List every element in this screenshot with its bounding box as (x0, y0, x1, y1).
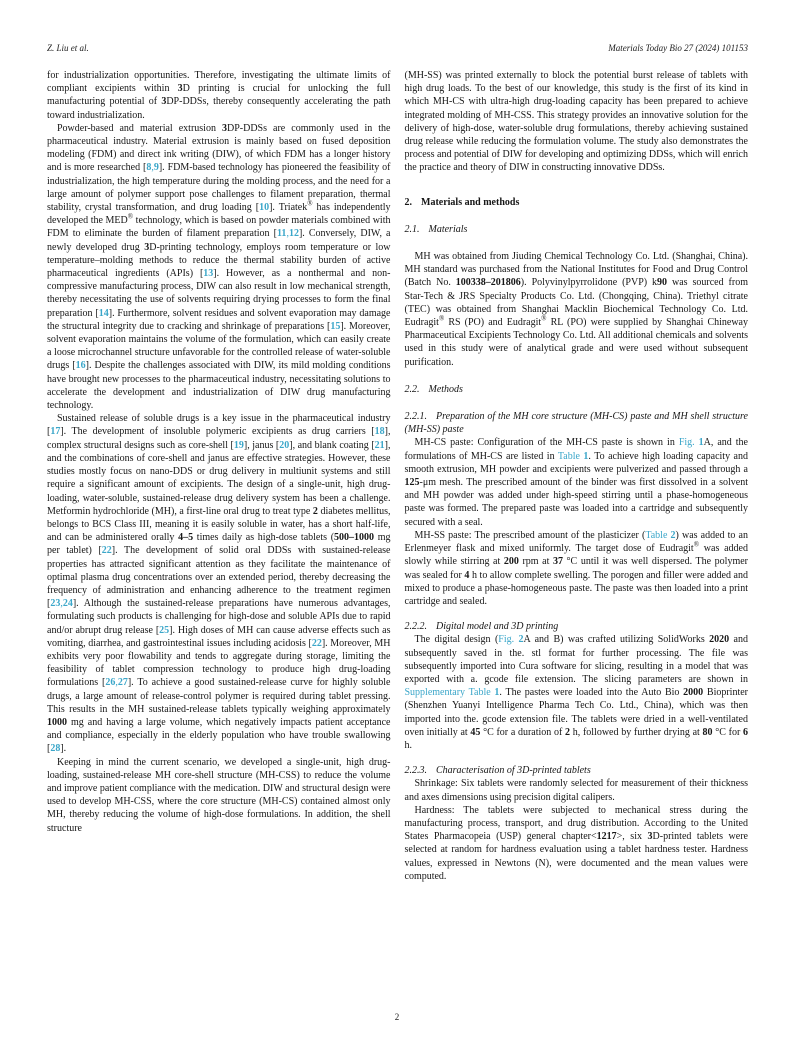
numeral: 37 (552, 556, 563, 568)
registered-mark: ® (438, 314, 445, 323)
registered-mark: ® (693, 540, 700, 549)
numeral: 12 (288, 228, 299, 240)
numeral: 17 (50, 426, 61, 438)
heading-number: 2.2.1. (404, 411, 427, 423)
numeral: 3 (144, 241, 150, 253)
numeral: 2020 (709, 634, 730, 646)
page-number: 2 (394, 1012, 400, 1022)
subsection-heading (405, 620, 749, 633)
numeral: 1 (583, 450, 589, 462)
heading-title: Materials and methods (421, 196, 520, 208)
citation-link[interactable]: 23,24 (50, 598, 73, 610)
running-journal-ref: Materials Today Bio 27 (2024) 101153 (608, 43, 748, 53)
numeral: 45 (470, 726, 481, 738)
citation-link[interactable] (50, 743, 60, 754)
heading-number: 2. (404, 196, 412, 208)
numeral: 8 (146, 162, 152, 174)
numeral: 26 (105, 677, 116, 689)
registered-mark: ® (127, 212, 134, 221)
section-heading (405, 196, 749, 209)
numeral: 200 (503, 556, 519, 568)
numeral: 18 (374, 426, 385, 438)
two-column-body (47, 69, 748, 997)
body-paragraph: Shrinkage: Six tablets were randomly selected for measurement of their thickness and axes dimensions using precision digital calipers. (404, 778, 748, 803)
numeral: 15 (330, 320, 341, 332)
body-paragraph: The digital design (Fig. 2A and B) was crafted utilizing SolidWorks 2020 and subsequently saved in the. stl format for further processing. The file was subsequently imported into Cura software for slicing, resulting in a model that was exported with a. gcode file extension. The slicing parameters are shown in Supplementary Table 1. The pastes were loaded into the Auto Bio 2000 Bioprinter (Shenzhen Yuanyi Intelligence Pharma Tech Co. Ltd., China), which was then imported into the. gcode extension file. The tablets were dried in a well-ventilated oven initially at 45 °C for a duration of 2 h, followed by further drying at 80 °C for 6 h. (404, 634, 748, 751)
registered-mark: ® (541, 314, 547, 323)
numeral: 16 (75, 360, 86, 372)
citation-link[interactable] (375, 440, 385, 451)
body-paragraph: MH-SS paste: The prescribed amount of the plasticizer (Table 2) was added to an Erlenmeyer flask and mixed uniformly. The target dose of Eudragit® was added slowly while stirring at 200 rpm at 37 °C until it was well dispersed. The polymer was sealed for 4 h to allow complete swelling. The porogen and filler were added and mixed to produce a phase-homogeneous paste. The paste was then loaded into a print cartridge and sealed. (404, 529, 748, 607)
numeral: 11 (276, 228, 287, 240)
citation-link[interactable] (50, 426, 60, 437)
table-link[interactable]: Table 2 (645, 529, 676, 541)
citation-link[interactable] (259, 202, 269, 213)
figure-link[interactable]: Fig. 2 (498, 634, 524, 646)
subsection-heading (405, 764, 749, 777)
citation-link[interactable] (203, 268, 213, 279)
numeral: 3 (647, 831, 653, 843)
numeral: 3 (222, 122, 227, 134)
running-author: Z. Liu et al. (47, 43, 89, 53)
citation-link[interactable]: 8,9 (146, 162, 159, 174)
citation-link[interactable] (330, 321, 340, 332)
citation-link[interactable] (279, 440, 289, 451)
left-column (47, 69, 391, 997)
registered-mark: ® (307, 199, 313, 208)
numeral: 2 (670, 529, 676, 541)
body-paragraph: for industrialization opportunities. Therefore, investigating the ultimate limits of compliant excipients within 3D printing is crucial for unlocking the full manufacturing potential of 3DP-DDSs, thereby consequently accelerating the path toward industrialization. (47, 70, 391, 121)
numeral: 13 (203, 268, 214, 280)
numeral: 24 (62, 598, 73, 610)
numeral: 25 (159, 624, 170, 636)
numeral: 19 (233, 439, 244, 451)
numeral: 125 (404, 477, 420, 489)
subsection-heading (405, 383, 749, 396)
numeral: 20 (279, 439, 290, 451)
numeral: 4–5 (178, 532, 194, 544)
body-paragraph: Powder-based and material extrusion 3DP-DDSs are commonly used in the pharmaceutical industry. Material extrusion is mainly based on fused deposition modeling (FDM) and direct ink writing (DIW), of which FDM has a longer history and is more researched [8,9]. FDM-based technology has pioneered the feasibility of industrialization, the high temperature during the molding process, and the need for a large amount of polymer support pose challenges to filament preparation, thermal stability, crystal transformation, and drug loading [10]. Triatek® has independently developed the MED® technology, which is based on powder materials combined with FDM to eliminate the burden of filament preparation [11,12]. Conversely, DIW, a newly developed drug 3D-printing technology, employs room temperature or low temperature–molding methods to reduce the thermal stability burden of active pharmaceutical ingredients (APIs) [13]. However, as a nonthermal and non-compressive manufacturing process, DIW can also result in low mechanical strength, thereby necessitating the use of solvents requiring drying processes to form the final preparation [14]. Furthermore, solvent residues and solvent evaporation may damage the structural integrity due to cracking and shrinkage of preparations [15]. Moreover, solvent evaporation maintains the volume of the formulation, which can easily create a loose microchannel structure unfavorable for the controlled release of water-soluble drugs [16]. Despite the challenges associated with DIW, its mild molding conditions have brought new processes to the pharmaceutical industry, necessitating solutions to accelerate the development and industrialization of DIW drug manufacturing technology. (47, 122, 391, 412)
heading-number: 2.1. (404, 223, 420, 235)
body-paragraph: MH was obtained from Jiuding Chemical Technology Co. Ltd. (Shanghai, China). MH standard was purchased from the National Institutes for Food and Drug Control (Batch No. 100338–201806). Polyvinylpyrrolidone (PVP) k90 was sourced from Star-Tech & JRS Specialty Products Co. Ltd. (Chongqing, China). Triethyl citrate (TEC) was obtained from Shanghai Macklin Biochemical Technology Co. Ltd. Eudragit® RS (PO) and Eudragit® RL (PO) were supplied by Shanghai Chineway Pharmaceutical Excipients Technology Co. Ltd. All additional chemicals and solvents used in this study were of analytical grade and were used without subsequent purification. (404, 251, 748, 368)
numeral: 2 (565, 726, 571, 738)
right-column (405, 69, 749, 997)
body-paragraph: (MH-SS) was printed externally to block the potential burst release of tablets with high drug loads. To the best of our knowledge, this study is the first of its kind in which MH-CS with ultra-high drug-loading capacity has been prepared to achieve integrated molding of MH-CSS. This strategy provides an innovative solution for the delivery of high-dose, water-soluble drug formulations, thereby achieving sustained drug release while reducing the formulation volume. The study also demonstrates the process and potential of DIW for developing and optimizing DDSs, which will enrich the practice and theory of DIW in constructing innovative DDSs. (404, 70, 748, 174)
figure-link[interactable]: Fig. 1 (678, 437, 704, 449)
numeral: 28 (50, 743, 61, 755)
numeral: 2000 (683, 687, 704, 699)
citation-link[interactable] (234, 440, 244, 451)
numeral: 80 (702, 726, 713, 738)
numeral: 14 (98, 307, 109, 319)
heading-number: 2.2.3. (404, 765, 427, 777)
numeral: 3 (177, 83, 183, 95)
numeral: 6 (743, 726, 748, 738)
citation-link[interactable] (375, 426, 385, 437)
numeral: 1217 (596, 831, 617, 843)
numeral: 27 (117, 677, 128, 689)
numeral: 500–1000 (334, 532, 375, 544)
body-paragraph: Keeping in mind the current scenario, we developed a single-unit, high drug-loading, sustained-release MH core-shell structure (MH-CSS) to reduce the volume and improve patient compliance with the medication. DIW and structural design were used to develop MH-CSS, where the core structure (MH-CS) contained almost only MH, thereby reducing the volume of high-dose formulations. In addition, the shell structure (47, 756, 391, 834)
heading-number: 2.2.2. (404, 621, 427, 633)
heading-title: Methods (428, 383, 463, 395)
heading-title: Materials (428, 223, 468, 235)
numeral: 22 (311, 637, 322, 649)
numeral: 10 (259, 202, 270, 214)
subsection-heading (405, 223, 749, 236)
numeral: 1 (494, 687, 500, 699)
heading-title: Preparation of the MH core structure (MH-CS) paste and MH shell structure (MH-SS) paste (404, 411, 748, 436)
heading-title: Characterisation of 3D-printed tablets (436, 765, 591, 777)
body-paragraph: Hardness: The tablets were subjected to mechanical stress during the manufacturing process, transport, and drug distribution. According to the United States Pharmacopeia (USP) general chapter<1217>, six 3D-printed tablets were selected at random for hardness evaluation using a tablet hardness tester. Hardness values, expressed in Newtons (N), were documented and the mean values were computed. (404, 804, 748, 882)
numeral: 100338–201806 (455, 277, 521, 289)
numeral: 9 (153, 162, 159, 174)
numeral: 4 (464, 569, 470, 581)
running-head (47, 43, 748, 53)
citation-link[interactable] (159, 625, 169, 636)
citation-link[interactable] (99, 308, 109, 319)
numeral: 23 (50, 598, 61, 610)
citation-link[interactable] (76, 360, 86, 371)
numeral: 22 (101, 545, 112, 557)
numeral: 90 (657, 277, 668, 289)
citation-link[interactable]: 11,12 (276, 228, 299, 240)
numeral: 3 (161, 96, 167, 108)
body-paragraph: Sustained release of soluble drugs is a key issue in the pharmaceutical industry [17]. The development of insoluble polymeric excipients as drug carriers [18], complex structural designs such as core-shell [19], janus [20], and blank coating [21], and the combinations of core-shell and janus are effective strategies. However, these studies mostly focus on nano-DDS or drug delivery in multiunit systems and still require a significant amount of excipients. The design of a single-unit, high drug-loading, water-soluble, sustained-release drug delivery system has been a challenge. Metformin hydrochloride (MH), a first-line oral drug to treat type 2 diabetes mellitus, belongs to BCS Class III, meaning it is easily soluble in water, has a short half-life, and can be administered orally 4–5 times daily as high-dose tablets (500–1000 mg per tablet) [22]. The development of solid oral DDSs with sustained-release properties has attracted significant attention as they facilitate the maintenance of optimal plasma drug concentrations over an extended period, thereby decreasing the frequency of administration and enhancing adherence to the treatment regimen [23,24]. Although the sustained-release preparations have numerous advantages, formulating such products is challenging for high-dose and soluble APIs due to rapid and/or abrupt drug release [25]. High doses of MH can cause adverse effects such as vomiting, diarrhea, and gastrointestinal issues including acidosis [22]. Moreover, MH exhibits very poor flowability and tends to aggregate during storage, limiting the feasibility of tablet compression technology to produce high drug-loading formulations [26,27]. To achieve a good sustained-release curve for highly soluble drugs, a large amount of release-control polymer is required during tablet pressing. This results in the MH sustained-release tablets typically weighing approximately 1000 mg and having a large volume, which negatively impacts patient acceptance and compliance, especially in the elderly population who have trouble swallowing [28]. (47, 413, 391, 755)
body-paragraph: MH-CS paste: Configuration of the MH-CS paste is shown in Fig. 1A, and the formulations of MH-CS are listed in Table 1. To achieve high loading capacity and smooth extrusion, MH powder and excipients were pulverized and passed through a 125-μm mesh. The prescribed amount of the binder was first dissolved in a solvent and MH powder was added under high-speed stirring until a phase-homogeneous paste was formed. The prepared paste was loaded into a cartridge and subsequently secured with a seal. (404, 437, 748, 528)
numeral: 21 (374, 439, 385, 451)
table-link[interactable]: Table 1 (557, 450, 589, 462)
numeral: 1000 (47, 716, 67, 728)
numeral: 1 (698, 437, 704, 449)
citation-link[interactable] (312, 638, 322, 649)
heading-number: 2.2. (404, 383, 420, 395)
numeral: 2 (518, 634, 524, 646)
numeral: 2 (312, 505, 318, 517)
citation-link[interactable]: 26,27 (105, 677, 128, 689)
citation-link[interactable] (102, 545, 112, 556)
supplementary-table-link[interactable]: Supplementary Table 1 (404, 687, 500, 699)
subsection-heading (405, 410, 749, 436)
heading-title: Digital model and 3D printing (436, 621, 559, 633)
